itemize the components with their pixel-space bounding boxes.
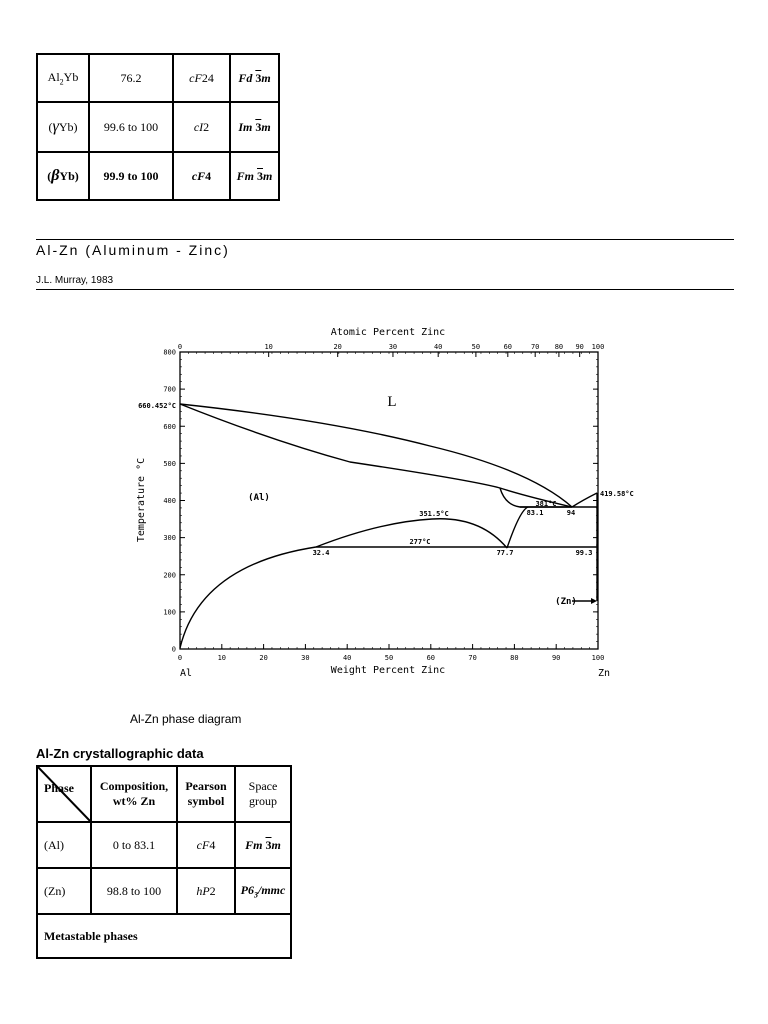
gap-max-temp: 351.5°C [419,510,449,518]
composition-cell: 0 to 83.1 [91,822,177,868]
space-group-cell: Fd 3m [230,54,279,102]
y-tick-label: 400 [163,497,176,505]
liquid-label: L [387,394,397,410]
eutectoid-temp: 277°C [409,538,431,546]
bottom-tick-label: 30 [301,654,310,662]
zn-melting-point: 419.58°C [600,490,634,498]
space-group-cell: $P6_3$/mmc [235,868,291,914]
y-tick-label: 200 [163,571,176,580]
phase-header-cell [37,766,91,822]
table-header-row [37,766,291,822]
cryst-table-title: Al-Zn crystallographic data [36,746,204,761]
space-group-cell: Fm 3m [230,152,279,200]
space-group-header: Space group [235,766,291,822]
arrow-head-icon [591,598,597,604]
bottom-tick-label: 10 [217,654,227,662]
diagram-caption: Al-Zn phase diagram [130,712,242,726]
composition-cell: 99.9 to 100 [89,152,173,200]
pearson-cell: cF4 [173,152,230,200]
bottom-tick-label: 100 [591,654,605,662]
composition-cell: 98.8 to 100 [91,868,177,914]
eutectic-temp: 381°C [535,500,557,508]
y-tick-label: 700 [163,385,176,394]
al-solvus-lower [180,547,316,648]
left-element-label: Al [179,668,193,679]
comp-32-4: 32.4 [312,549,330,557]
top-tick-label: 10 [264,343,273,351]
top-tick-label: 90 [575,343,584,351]
bottom-tick-label: 70 [468,654,477,662]
top-tick-label: 40 [433,343,443,351]
section-title: Al-Zn (Aluminum - Zinc) [36,242,230,258]
bottom-tick-label: 40 [342,654,352,662]
composition-header: Composition, wt% Zn [91,766,177,822]
al-phase-label: (Al) [248,493,270,503]
phase-cell: (Zn) [37,868,91,914]
y-tick-label: 600 [163,422,176,431]
section-author: J.L. Murray, 1983 [36,275,114,286]
bottom-tick-label: 90 [551,654,561,662]
pearson-cell: cI2 [173,102,230,152]
bottom-tick-label: 80 [510,654,519,662]
top-tick-label: 0 [177,343,183,351]
table-row [37,868,291,914]
phase-cell: (γYb) [37,102,89,152]
phase-cell: (βYb) [37,152,89,200]
top-tick-label: 20 [333,343,342,351]
table-row [37,914,291,958]
pearson-header: Pearson symbol [177,766,235,822]
right-element-label: Zn [597,668,611,679]
metastable-phases-cell: Metastable phases [37,914,291,958]
bottom-tick-label: 50 [384,654,394,662]
top-tick-label: 60 [503,343,513,351]
phase-cell: (Al) [37,822,91,868]
top-tick-label: 30 [388,343,398,351]
comp-94: 94 [566,509,576,517]
top-tick-label: 80 [554,343,564,351]
phase-header: Phase [44,781,74,795]
y-tick-label: 0 [171,645,176,654]
pearson-cell: cF24 [173,54,230,102]
pearson-cell: cF4 [177,822,235,868]
comp-77-7: 77.7 [496,549,514,557]
bottom-axis-title: Weight Percent Zinc [330,665,446,676]
phase-cell: $Al_2Yb$ [37,54,89,102]
y-tick-label: 100 [163,608,176,617]
al-eutectic-branch [507,507,528,548]
y-tick-label: 500 [163,459,176,468]
composition-cell: 76.2 [89,54,173,102]
solidus-al [180,404,572,507]
pearson-cell: hP2 [177,868,235,914]
top-axis-title: Atomic Percent Zinc [330,327,446,338]
y-tick-label: 300 [163,534,176,543]
bottom-tick-label: 60 [426,654,436,662]
cryst-data-table [36,765,292,959]
space-group-cell: Fm 3m [235,822,291,868]
space-group-cell: Im 3m [230,102,279,152]
top-tick-label: 50 [471,343,481,351]
phase-boundaries [180,404,597,648]
y-tick-label: 800 [163,348,176,357]
al-melting-point: 660.452°C [138,402,176,410]
zn-phase-label: (Zn) [555,597,577,607]
comp-99-3: 99.3 [575,549,593,557]
top-tick-label: 70 [530,343,540,351]
bottom-tick-label: 20 [259,654,268,662]
y-axis-title: Temperature °C [136,457,147,543]
bottom-tick-label: 0 [177,654,183,662]
comp-83-1: 83.1 [526,509,544,517]
top-tick-label: 100 [591,343,605,351]
table-row [37,822,291,868]
composition-cell: 99.6 to 100 [89,102,173,152]
